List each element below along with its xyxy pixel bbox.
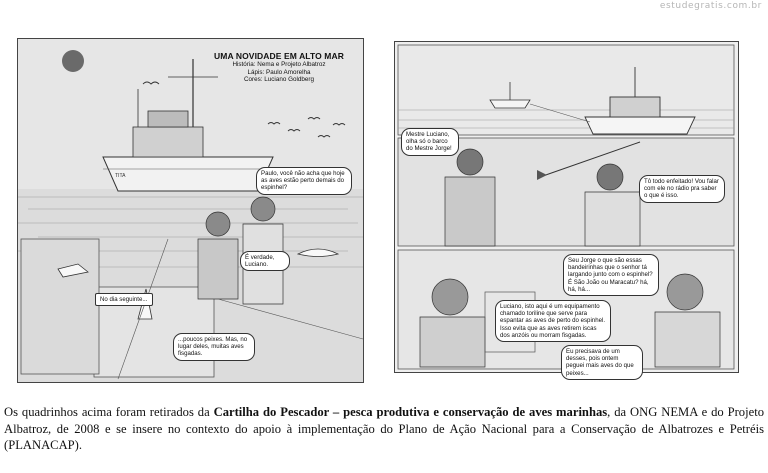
narration-box: No dia seguinte... [95,293,153,306]
speech-bubble: Luciano, isto aqui é um equipamento chamado toriline que serve para espantar as aves de perto do espinhel. Isso evita que as aves retirem iscas dos anzóis ou morram fisgadas. [495,300,611,342]
caption-rest: , da ONG NEMA e do Projeto Albatroz, de 2008 e se insere no contexto do apoio à implementação do Plano de Ação Nacional para a Conservação de Albatrozes e Petréis (PLANACAP). [4,405,764,453]
comic-illustration-left [18,39,363,382]
watermark: estudegratis.com.br [659,1,762,11]
speech-bubble: Paulo, você não acha que hoje as aves estão perto demais do espinhel? [256,167,352,195]
sun-icon [62,50,84,72]
speech-bubble: ...poucos peixes. Mas, no lugar deles, muitas aves fisgadas. [173,333,255,361]
caption-bold-title: Cartilha do Pescador – pesca produtiva e conservação de aves marinhas [213,405,608,419]
comic-title-block [204,51,354,84]
comic-title: UMA NOVIDADE EM ALTO MAR [214,51,344,61]
speech-bubble: Mestre Luciano, olha só o barco do Mestre Jorge! [401,128,459,156]
speech-bubble: Eu precisava de um desses, pois ontem peguei mais aves do que peixes... [561,345,643,380]
comic-credit-colors: Cores: Luciano Goldberg [243,76,314,83]
speech-bubble: Tô todo enfeitado! Vou falar com ele no rádio pra saber o que é isso. [639,175,725,203]
caption-paragraph [4,404,764,454]
comic-page-right [394,41,739,377]
speech-bubble: É verdade, Luciano. [240,251,290,271]
caption-intro: Os quadrinhos acima foram retirados da [4,405,210,419]
comic-page-left [17,38,364,383]
comic-credit-story: História: Nema e Projeto Albatroz [232,61,326,68]
speech-bubble: Seu Jorge o que são essas bandeirinhas que o senhor tá largando junto com o espinhel? É São João ou Maracatu? há, há, há... [563,254,659,296]
boat-name-label: TITA [115,173,126,179]
comic-credit-pencil: Lápis: Paulo Amorelha [247,68,311,76]
